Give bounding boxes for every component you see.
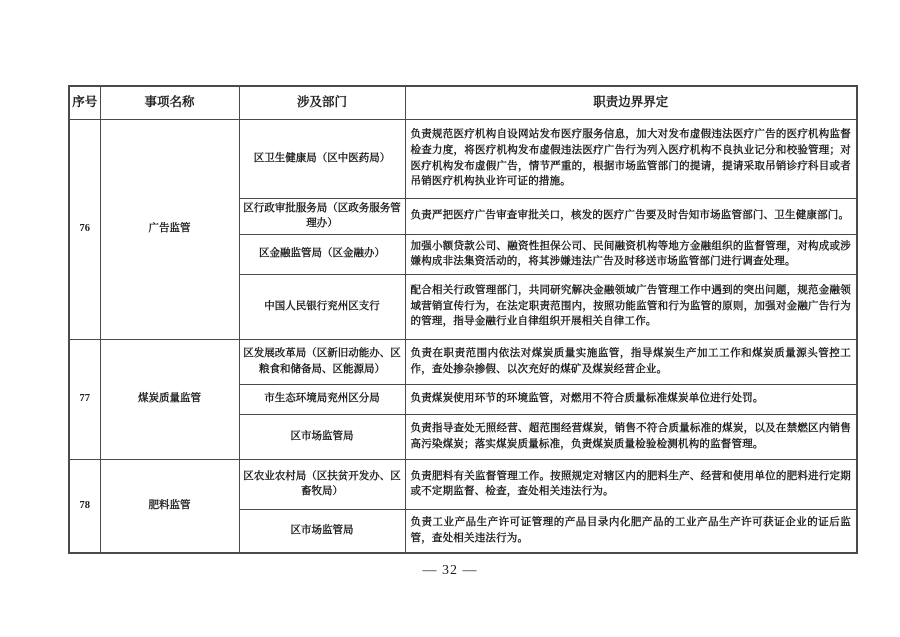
duty-cell: 负责指导查处无照经营、超范围经营煤炭，销售不符合质量标准的煤炭，以及在禁燃区内销售高污染煤炭；落实煤炭质量标准，负责煤炭质量检验检测机构的监督管理。: [405, 414, 857, 459]
department-cell: 区市场监管局: [239, 414, 405, 459]
table-row: [69, 459, 857, 509]
item-name-cell: 煤炭质量监管: [100, 339, 239, 459]
table-row: [69, 339, 857, 384]
item-name-cell: 广告监管: [100, 119, 239, 339]
department-cell: 区行政审批服务局（区政务服务管理办）: [239, 198, 405, 234]
department-cell: 市生态环境局兖州区分局: [239, 384, 405, 414]
duty-cell: 负责规范医疗机构自设网站发布医疗服务信息，加大对发布虚假违法医疗广告的医疗机构监督检查力度，将医疗机构发布虚假违法医疗广告行为列入医疗机构不良执业记分和校验管理；对医疗机构发布虚假广告，情节严重的，根据市场监管部门的提请，提请采取吊销诊疗科目或者吊销医疗机构执业许可证的措施。: [405, 119, 857, 198]
department-cell: 中国人民银行兖州区支行: [239, 274, 405, 339]
responsibility-boundary-table: [68, 85, 858, 554]
duty-cell: 加强小额贷款公司、融资性担保公司、民间融资机构等地方金融组织的监督管理，对构成或涉嫌构成非法集资活动的，将其涉嫌违法广告及时移送市场监管部门进行调查处理。: [405, 234, 857, 274]
duty-cell: 负责严把医疗广告审查审批关口，核发的医疗广告要及时告知市场监管部门、卫生健康部门。: [405, 198, 857, 234]
table-header-row: [69, 86, 857, 119]
duty-cell: 负责煤炭使用环节的环境监管，对燃用不符合质量标准煤炭单位进行处罚。: [405, 384, 857, 414]
page-number: — 32 —: [422, 563, 478, 578]
department-cell: 区卫生健康局（区中医药局）: [239, 119, 405, 198]
duty-cell: 负责在职责范围内依法对煤炭质量实施监管，指导煤炭生产加工工作和煤炭质量源头管控工作，查处掺杂掺假、以次充好的煤矿及煤炭经营企业。: [405, 339, 857, 384]
index-cell: 76: [69, 119, 100, 339]
col-header-index: 序号: [69, 86, 100, 119]
col-header-departments: 涉及部门: [239, 86, 405, 119]
department-cell: 区农业农村局（区扶贫开发办、区畜牧局）: [239, 459, 405, 509]
duty-cell: 负责工业产品生产许可证管理的产品目录内化肥产品的工业产品生产许可获证企业的证后监管，查处相关违法行为。: [405, 509, 857, 553]
duty-cell: 配合相关行政管理部门，共同研究解决金融领域广告管理工作中遇到的突出问题，规范金融领域营销宣传行为，在法定职责范围内，按照功能监管和行为监管的原则，加强对金融广告行为的管理，指导金融行业自律组织开展相关自律工作。: [405, 274, 857, 339]
index-cell: 78: [69, 459, 100, 553]
col-header-duty-boundary: 职责边界界定: [405, 86, 857, 119]
department-cell: 区发展改革局（区新旧动能办、区粮食和储备局、区能源局）: [239, 339, 405, 384]
department-cell: 区金融监管局（区金融办）: [239, 234, 405, 274]
department-cell: 区市场监管局: [239, 509, 405, 553]
col-header-item-name: 事项名称: [100, 86, 239, 119]
item-name-cell: 肥料监管: [100, 459, 239, 553]
table-row: [69, 119, 857, 198]
duty-cell: 负责肥料有关监督管理工作。按照规定对辖区内的肥料生产、经营和使用单位的肥料进行定期或不定期监督、检查，查处相关违法行为。: [405, 459, 857, 509]
index-cell: 77: [69, 339, 100, 459]
